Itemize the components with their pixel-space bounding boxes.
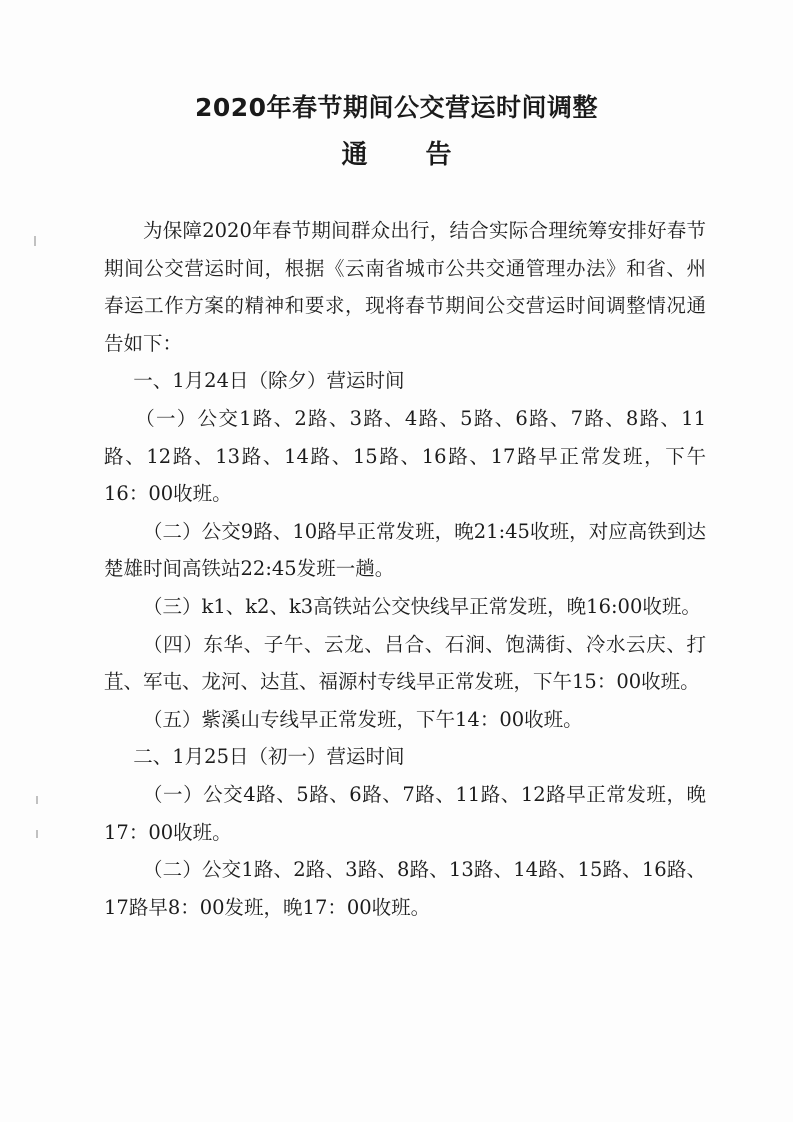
scan-speck: [36, 796, 38, 804]
section-heading: 二、1月25日（初一）营运时间: [133, 745, 405, 769]
section-item: （五）紫溪山专线早正常发班，下午14：00收班。: [143, 707, 583, 731]
notice-subtitle: 通告: [341, 140, 510, 170]
section-item: （二）公交1路、2路、3路、8路、13路、14路、15路、16路、17路早8：00发班，晚17：00收班。: [104, 858, 706, 919]
intro-paragraph: 为保障2020年春节期间群众出行，结合实际合理统筹安排好春节期间公交营运时间，根据《云南省城市公共交通管理办法》和省、州春运工作方案的精神和要求，现将春节期间公交营运时间调整情况通告如下：: [104, 219, 706, 355]
notice-body: [104, 212, 706, 926]
section-item: （一）公交4路、5路、6路、7路、11路、12路早正常发班，晚17：00收班。: [104, 782, 706, 844]
notice-title: 2020年春节期间公交营运时间调整: [194, 93, 599, 122]
scan-speck: [36, 830, 38, 838]
section-item: （二）公交9路、10路早正常发班，晚21:45收班，对应高铁到达楚雄时间高铁站22:45发班一趟。: [104, 519, 706, 581]
section-item: （四）东华、子午、云龙、吕合、石涧、饱满街、冷水云庆、打苴、军屯、龙河、达苴、福源村专线早正常发班，下午15：00收班。: [104, 632, 706, 694]
section-item: （三）k1、k2、k3高铁站公交快线早正常发班，晚16:00收班。: [143, 594, 701, 618]
scan-speck: [34, 236, 36, 246]
section-heading: 一、1月24日（除夕）营运时间: [133, 369, 405, 393]
section-item: （一）公交1路、2路、3路、4路、5路、6路、7路、8路、11路、12路、13路、14路、15路、16路、17路早正常发班，下午16：00收班。: [104, 406, 706, 506]
